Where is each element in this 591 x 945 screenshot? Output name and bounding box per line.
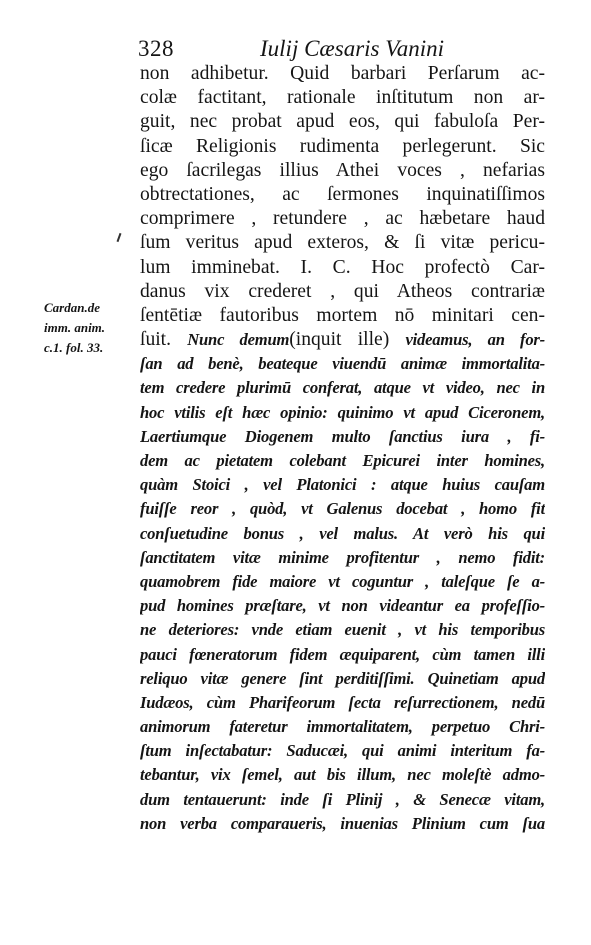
page-header [138,34,445,64]
text-line: dem ac pietatem colebant Epicurei inter homines, [140,451,545,470]
text-line: animorum fateretur immortalitatem, perpetuo Chri- [140,717,545,737]
text-line: ſentētiæ fautoribus mortem nō minitari cen- [140,304,545,326]
text-line: quàm Stoici , vel Platonici : atque huius cauſam [140,475,545,495]
margin-note-line: imm. anim. [44,320,106,335]
text-line: ego ſacrilegas illius Athei voces , nefarias [140,159,545,181]
margin-note [44,298,134,358]
text-line: pud homines præſtare, vt non videantur ea profeſſio- [140,596,545,616]
text-line: colæ factitant, rationale inſtitutum non ar- [140,87,545,109]
text-line: reliquo vitæ genere ſint perditiſſimi. Quinetiam apud [140,668,545,688]
page-number: 328 [138,36,174,61]
margin-note-line: Cardan.de [44,300,100,315]
text-line: quamobrem fide maiore vt coguntur , taleſque ſe a- [140,571,545,591]
text-italic-segment: Nunc demum [187,330,290,350]
text-line: conſuetudine bonus , vel malus. At verò his qui [140,523,545,543]
text-line: obtrectationes, ac ſermones inquinatiſſimos [140,183,545,205]
text-roman-segment: ſuit. [140,329,188,351]
text-line: comprimere , retundere , ac hæbetare haud [140,208,545,230]
text-line: Laertiumque Diogenem multo ſanctius iura , fi- [140,426,545,446]
text-line: pauci fœneratorum fidem æquiparent, cùm tamen illi [140,644,545,664]
text-italic-segment: videamus, an for- [405,330,545,350]
text-line: non adhibetur. Quid barbari Perſarum ac- [140,63,545,84]
text-line: tem credere plurimū conferat, atque vt video, nec in [140,378,545,398]
text-line: ſicæ Religionis rudimenta perlegerunt. Sic [140,135,545,157]
text-line: tebantur, vix ſemel, aut bis illum, nec moleſtè admo- [140,765,545,785]
text-line: ne deteriores: vnde etiam euenit , vt his temporibus [140,620,545,640]
text-line: Iudæos, cùm Pharifeorum ſecta reſurrectionem, nedū [140,692,545,712]
text-line-mixed [140,328,545,352]
text-line: ſanctitatem vitæ minime profitentur , nemo fidit: [140,547,545,567]
body-text [140,62,545,836]
text-line: ſan ad benè, beateque viuendū animæ immortalita- [140,354,545,374]
margin-note-line: c.1. fol. 33. [44,340,104,355]
text-line: lum imminebat. I. C. Hoc profectò Car- [140,256,545,278]
text-line: non verba comparaueris, inuenias Plinium cum ſua [140,813,545,833]
text-line: dum tentauerunt: inde ſi Plinij , & Senecæ vitam, [140,789,545,809]
text-line: guit, nec probat apud eos, qui fabuloſa Per- [140,111,545,133]
text-roman-segment: (inquit ille) [289,329,406,351]
running-title: Iulij Cæsaris Vanini [260,36,445,61]
margin-mark [117,233,122,242]
text-line: fuiſſe reor , quòd, vt Galenus docebat , homo fit [140,499,545,519]
text-line: ſtum inſectabatur: Saducæi, qui animi interitum fa- [140,741,545,761]
text-line: hoc vtilis eſt hæc opinio: quinimo vt apud Ciceronem, [140,402,545,422]
text-line: danus vix crederet , qui Atheos contrariæ [140,280,545,302]
text-line: ſum veritus apud exteros, & ſi vitæ pericu- [140,232,545,254]
